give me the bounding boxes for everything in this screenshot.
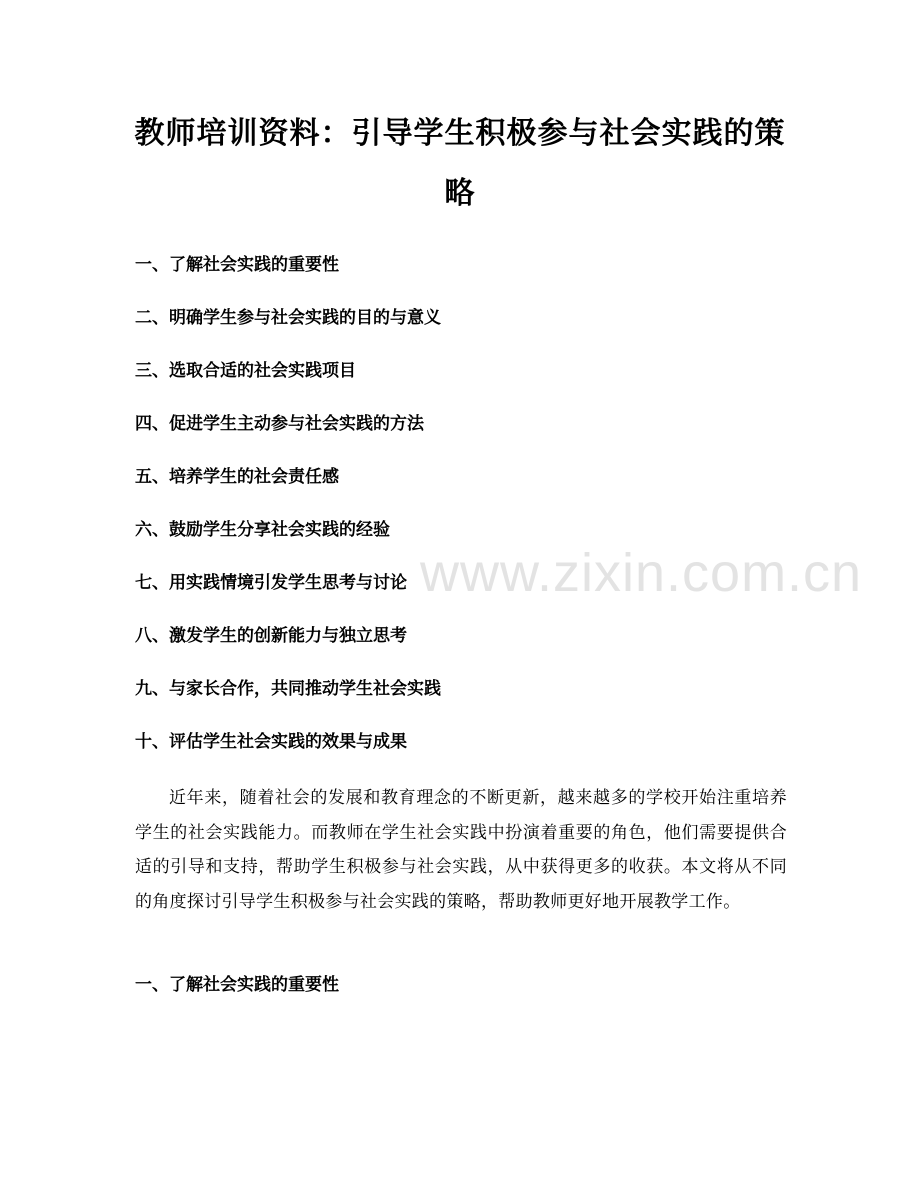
toc-item-7: 七、用实践情境引发学生思考与讨论 xyxy=(135,573,407,593)
toc-item-6: 六、鼓励学生分享社会实践的经验 xyxy=(135,520,390,540)
toc-item-8: 八、激发学生的创新能力与独立思考 xyxy=(135,626,407,646)
toc-item-3: 三、选取合适的社会实践项目 xyxy=(135,361,356,381)
table-of-contents xyxy=(135,252,795,782)
toc-item-4: 四、促进学生主动参与社会实践的方法 xyxy=(135,414,424,434)
document-title: 教师培训资料：引导学生积极参与社会实践的策略 xyxy=(134,116,786,211)
toc-item-2: 二、明确学生参与社会实践的目的与意义 xyxy=(135,308,441,328)
toc-item-9: 九、与家长合作，共同推动学生社会实践 xyxy=(135,679,441,699)
toc-item-10: 十、评估学生社会实践的效果与成果 xyxy=(135,732,407,752)
watermark: www.zixin.com.cn xyxy=(420,543,863,603)
toc-item-5: 五、培养学生的社会责任感 xyxy=(135,467,339,487)
intro-paragraph: 近年来，随着社会的发展和教育理念的不断更新，越来越多的学校开始注重培养学生的社会实践能力。而教师在学生社会实践中扮演着重要的角色，他们需要提供合适的引导和支持，帮助学生积极参与社会实践，从中获得更多的收获。本文将从不同的角度探讨引导学生积极参与社会实践的策略，帮助教师更好地开展教学工作。 xyxy=(135,788,787,912)
toc-item-1: 一、了解社会实践的重要性 xyxy=(135,255,339,275)
section-heading: 一、了解社会实践的重要性 xyxy=(135,975,339,995)
